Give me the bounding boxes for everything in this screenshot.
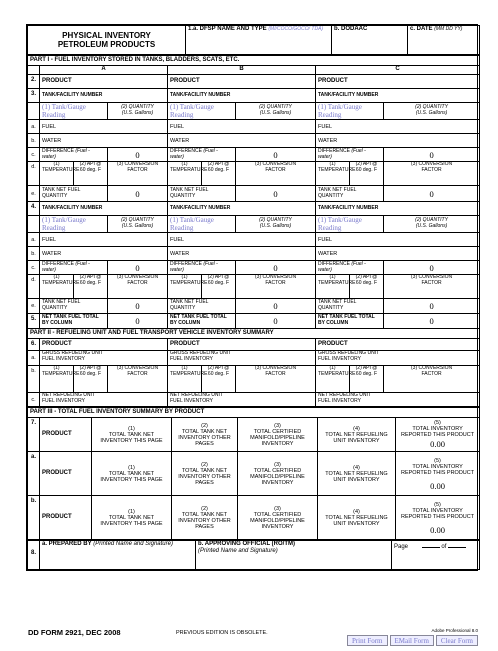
- net-qty-label-3b: TANK NET FUEL QUANTITY: [168, 186, 236, 202]
- net-inventory-field-b[interactable]: NET REFUELING UNIT FUEL INVENTORY: [168, 393, 316, 407]
- p2-temperature-field-a[interactable]: (1) TEMPERATURE: [40, 366, 74, 393]
- water-field-3a[interactable]: WATER: [40, 134, 168, 148]
- water-field-4b[interactable]: WATER: [168, 247, 316, 261]
- print-form-button[interactable]: Print Form: [347, 635, 388, 646]
- p3-product-field-7[interactable]: PRODUCT: [40, 418, 92, 452]
- temperature-field-3a[interactable]: (1) TEMPERATURE: [40, 162, 74, 186]
- difference-label-4b: DIFFERENCE (Fuel - water): [168, 261, 236, 275]
- p3-total-b[interactable]: (5) TOTAL INVENTORY REPORTED THIS PRODUCT 0.00: [396, 496, 480, 540]
- tank-number-field-4b[interactable]: TANK/FACILITY NUMBER: [168, 202, 316, 216]
- quantity-label-4a: (2) QUANTITY (U.S. Gallons): [108, 216, 168, 233]
- p2-api-field-b[interactable]: (2) API @ 60 deg. F: [202, 366, 236, 393]
- product-field-a[interactable]: PRODUCT: [40, 75, 168, 89]
- difference-label-4c: DIFFERENCE (Fuel - water): [316, 261, 384, 275]
- dodaac-field[interactable]: b. DODAAC: [332, 26, 408, 55]
- difference-value-3b[interactable]: 0: [236, 148, 316, 162]
- tank-reading-4c[interactable]: (1) Tank/Gauge Reading: [316, 216, 384, 233]
- part3-table: PART III - TOTAL FUEL INVENTORY SUMMARY BY PRODUCT 7. PRODUCT (1) TOTAL TANK NET INVENTORY THIS PAGE (2) TOTAL TANK NET INVENTORY OTHER PAGES (3) TOTAL CERTIFIED MANIFOLD/PIPELINE INVENTORY (4) TOTAL NET REFUELING UNIT INVENTORY (5) TOTAL INVENTORY REPORTED THIS PRODUCT 0.00 a. PRODUCT (1) TOTAL TANK NET INVENTORY THIS PAGE (2) TOTAL TANK NET INVENTORY OTHER PAGES (3) TOTAL CERTIFIED MANIFOLD/PIPELINE INVENTORY (4) TOTAL NET REFUELING UNIT INVENTORY (5) TOTAL INVENTORY REPORTED THIS PRODUCT 0.00 b. PRODUCT (1) TOTAL TANK NET INVENTORY THIS PAGE (2) TOTAL TANK NET INVENTORY OTHER PAGES (3) TOTAL CERTIFIED MANIFOLD/PIPELINE INVENTORY (4) TOTAL NET REFUELING UNIT INVENTORY (5) TOTAL INVENTORY REPORTED THIS PRODUCT 0.00: [27, 407, 480, 540]
- p3-total-value-7: 0.00: [430, 439, 445, 449]
- p3-tank-this-page-a[interactable]: (1) TOTAL TANK NET INVENTORY THIS PAGE: [92, 452, 172, 496]
- tank-number-field-3b[interactable]: TANK/FACILITY NUMBER: [168, 89, 316, 103]
- product-field-c[interactable]: PRODUCT: [316, 75, 480, 89]
- page-number-field: Page of: [392, 541, 480, 570]
- tank-reading-3a[interactable]: (1) Tank/Gauge Reading: [40, 103, 108, 120]
- difference-value-3c[interactable]: 0: [384, 148, 480, 162]
- p3-total-value-b: 0.00: [430, 525, 445, 535]
- temperature-field-4b[interactable]: (1) TEMPERATURE: [168, 275, 202, 299]
- p3-tank-other-pages-b[interactable]: (2) TOTAL TANK NET INVENTORY OTHER PAGES: [172, 496, 238, 540]
- difference-label-3a: DIFFERENCE (Fuel - water): [40, 148, 108, 162]
- p2-api-field-c[interactable]: (2) API @ 60 deg. F: [350, 366, 384, 393]
- p3-product-field-b[interactable]: PRODUCT: [40, 496, 92, 540]
- difference-label-4a: DIFFERENCE (Fuel - water): [40, 261, 108, 275]
- difference-value-4b[interactable]: 0: [236, 261, 316, 275]
- part3-title: PART III - TOTAL FUEL INVENTORY SUMMARY BY PRODUCT: [28, 408, 480, 418]
- net-qty-value-4a[interactable]: 0: [108, 299, 168, 314]
- inventory-form: [26, 24, 478, 571]
- column-b-header: B: [168, 66, 316, 75]
- api-field-4b[interactable]: (2) API @ 60 deg. F: [202, 275, 236, 299]
- conversion-field-3a[interactable]: (3) CONVERSION FACTOR: [108, 162, 168, 186]
- p2-product-field-a[interactable]: PRODUCT: [40, 339, 168, 351]
- p3-refueling-a[interactable]: (4) TOTAL NET REFUELING UNIT INVENTORY: [318, 452, 396, 496]
- p3-pipeline-a[interactable]: (3) TOTAL CERTIFIED MANIFOLD/PIPELINE INVENTORY: [238, 452, 318, 496]
- gross-inventory-field-c[interactable]: GROSS REFUELING UNIT FUEL INVENTORY: [316, 351, 480, 366]
- net-total-label-b: NET TANK FUEL TOTAL BY COLUMN: [168, 314, 236, 329]
- p2-conversion-field-a[interactable]: (3) CONVERSION FACTOR: [108, 366, 168, 393]
- signature-table: 8. a. PREPARED BY (Printed Name and Signature) b. APPROVING OFFICIAL (RO/TM) (Printed Name and Signature) Page of: [27, 540, 480, 570]
- email-form-button[interactable]: EMail Form: [390, 635, 434, 646]
- dfsp-name-field[interactable]: 1.a. DFSP NAME AND TYPE (MI/COCO/GOCO/ TDA): [186, 26, 332, 55]
- conversion-field-4a[interactable]: (3) CONVERSION FACTOR: [108, 275, 168, 299]
- part1-table: PART I - FUEL INVENTORY STORED IN TANKS, BLADDERS, SCATS, ETC. A B C 2. PRODUCT PRODUCT PRODUCT 3. TANK/FACILITY NUMBER TANK/FACILITY NUMBER TANK/FACILITY NUMBER (1) Tank/Gauge Reading (2) QUANTITY (U.S. Gallons) (1) Tank/Gauge Reading (2) QUANTITY (U.S. Gallons) (1) Tank/Gauge Reading (2) QUANTITY (U.S. Gallons) a. FUEL FUEL FUEL b. WATER WATER WATER c. DIFFERENCE (Fuel - water) 0 DIFFERENCE (Fuel - water) 0 DIFFERENCE (Fuel - water) 0 d. (1) TEMPERATURE (2) API @ 60 deg. F (3) CONVERSION FACTOR (1) TEMPERATURE (2) API @ 60 deg. F (3) CONVERSION FACTOR (1) TEMPERATURE (2) API @ 60 deg. F (3) CONVERSION FACTOR e. TANK NET FUEL QUANTITY 0 TANK NET FUEL QUANTITY 0 TANK NET FUEL QUANTITY 0 4. TANK/FACILITY NUMBER TANK/FACILITY NUMBER TANK/FACILITY NUMBER (1) Tank/Gauge Reading (2) QUANTITY (U.S. Gallons) (1) Tank/Gauge Reading (2) QUANTITY (U.S. Gallons) (1) Tank/Gauge Reading (2) QUANTITY (U.S. Gallons) a. FUEL FUEL FUEL b. WATER WATER WATER c. DIFFERENCE (Fuel - water) 0 DIFFERENCE (Fuel - water) 0 DIFFERENCE (Fuel - water) 0 d. (1) TEMPERATURE (2) API @ 60 deg. F (3) CONVERSION FACTOR (1) TEMPERATURE (2) API @ 60 deg. F (3) CONVERSION FACTOR (1) TEMPERATURE (2) API @ 60 deg. F (3) CONVERSION FACTOR e. TANK NET FUEL QUANTITY 0 TANK NET FUEL QUANTITY 0 TANK NET FUEL QUANTITY 0 5. NET TANK FUEL TOTAL BY COLUMN 0 NET TANK FUEL TOTAL BY COLUMN 0 NET TANK FUEL TOTAL BY COLUMN 0 PART II - REFUELING UNIT AND FUEL TRANSPORT VEHICLE INVENTORY SUMMARY 6. PRODUCT PRODUCT PRODUCT a. GROSS REFUELING UNIT FUEL INVENTORY GROSS REFUELING UNIT FUEL INVENTORY GROSS REFUELING UNIT FUEL INVENTORY b. (1) TEMPERATURE (2) API @ 60 deg. F (3) CONVERSION FACTOR (1) TEMPERATURE (2) API @ 60 deg. F (3) CONVERSION FACTOR (1) TEMPERATURE (2) API @ 60 deg. F (3) CONVERSION FACTOR c. NET REFUELING UNIT FUEL INVENTORY NET REFUELING UNIT FUEL INVENTORY NET REFUELING UNIT FUEL INVENTORY: [27, 55, 480, 407]
- water-field-3c[interactable]: WATER: [316, 134, 480, 148]
- net-qty-value-4b[interactable]: 0: [236, 299, 316, 314]
- p2-api-field-a[interactable]: (2) API @ 60 deg. F: [74, 366, 108, 393]
- net-inventory-field-a[interactable]: NET REFUELING UNIT FUEL INVENTORY: [40, 393, 168, 407]
- api-field-3c[interactable]: (2) API @ 60 deg. F: [350, 162, 384, 186]
- p3-refueling-7[interactable]: (4) TOTAL NET REFUELING UNIT INVENTORY: [318, 418, 396, 452]
- conversion-field-3c[interactable]: (3) CONVERSION FACTOR: [384, 162, 480, 186]
- net-total-value-c[interactable]: 0: [384, 314, 480, 329]
- api-field-4c[interactable]: (2) API @ 60 deg. F: [350, 275, 384, 299]
- difference-label-3c: DIFFERENCE (Fuel - water): [316, 148, 384, 162]
- temperature-field-3b[interactable]: (1) TEMPERATURE: [168, 162, 202, 186]
- p3-total-a[interactable]: (5) TOTAL INVENTORY REPORTED THIS PRODUCT 0.00: [396, 452, 480, 496]
- conversion-field-4b[interactable]: (3) CONVERSION FACTOR: [236, 275, 316, 299]
- fuel-field-3b[interactable]: FUEL: [168, 120, 316, 134]
- p3-tank-this-page-b[interactable]: (1) TOTAL TANK NET INVENTORY THIS PAGE: [92, 496, 172, 540]
- form-actions: [347, 635, 478, 646]
- column-c-header: C: [316, 66, 480, 75]
- net-qty-value-3b[interactable]: 0: [236, 186, 316, 202]
- quantity-label-4b: (2) QUANTITY (U.S. Gallons): [236, 216, 316, 233]
- temperature-field-4c[interactable]: (1) TEMPERATURE: [316, 275, 350, 299]
- page-total-input[interactable]: [448, 542, 466, 548]
- p2-conversion-field-b[interactable]: (3) CONVERSION FACTOR: [236, 366, 316, 393]
- net-total-value-b[interactable]: 0: [236, 314, 316, 329]
- tank-reading-3b[interactable]: (1) Tank/Gauge Reading: [168, 103, 236, 120]
- date-field[interactable]: c. DATE (MM DD YY): [408, 26, 480, 55]
- api-field-3b[interactable]: (2) API @ 60 deg. F: [202, 162, 236, 186]
- water-field-3b[interactable]: WATER: [168, 134, 316, 148]
- quantity-label-4c: (2) QUANTITY (U.S. Gallons): [384, 216, 480, 233]
- net-total-label-c: NET TANK FUEL TOTAL BY COLUMN: [316, 314, 384, 329]
- quantity-label-3a: (2) QUANTITY (U.S. Gallons): [108, 103, 168, 120]
- tank-reading-4b[interactable]: (1) Tank/Gauge Reading: [168, 216, 236, 233]
- p2-temperature-field-b[interactable]: (1) TEMPERATURE: [168, 366, 202, 393]
- tank-number-field-3a[interactable]: TANK/FACILITY NUMBER: [40, 89, 168, 103]
- form-footer: [26, 628, 478, 648]
- product-field-b[interactable]: PRODUCT: [168, 75, 316, 89]
- difference-value-4c[interactable]: 0: [384, 261, 480, 275]
- net-qty-label-4b: TANK NET FUEL QUANTITY: [168, 299, 236, 314]
- net-inventory-field-c[interactable]: NET REFUELING UNIT FUEL INVENTORY: [316, 393, 480, 407]
- water-field-4c[interactable]: WATER: [316, 247, 480, 261]
- part1-title: PART I - FUEL INVENTORY STORED IN TANKS, BLADDERS, SCATS, ETC.: [28, 56, 480, 66]
- p3-refueling-b[interactable]: (4) TOTAL NET REFUELING UNIT INVENTORY: [318, 496, 396, 540]
- p3-total-7[interactable]: (5) TOTAL INVENTORY REPORTED THIS PRODUCT 0.00: [396, 418, 480, 452]
- adobe-version: Adobe Professional 8.0: [431, 628, 478, 633]
- conversion-field-3b[interactable]: (3) CONVERSION FACTOR: [236, 162, 316, 186]
- fuel-field-3a[interactable]: FUEL: [40, 120, 168, 134]
- form-id: DD FORM 2921, DEC 2008: [28, 628, 121, 637]
- api-field-4a[interactable]: (2) API @ 60 deg. F: [74, 275, 108, 299]
- tank-number-field-3c[interactable]: TANK/FACILITY NUMBER: [316, 89, 480, 103]
- tank-number-field-4a[interactable]: TANK/FACILITY NUMBER: [40, 202, 168, 216]
- p2-product-field-c[interactable]: PRODUCT: [316, 339, 480, 351]
- gross-inventory-field-b[interactable]: GROSS REFUELING UNIT FUEL INVENTORY: [168, 351, 316, 366]
- fuel-field-4c[interactable]: FUEL: [316, 233, 480, 247]
- column-a-header: A: [40, 66, 168, 75]
- prepared-by-field[interactable]: a. PREPARED BY (Printed Name and Signature): [40, 541, 196, 570]
- p3-pipeline-b[interactable]: (3) TOTAL CERTIFIED MANIFOLD/PIPELINE INVENTORY: [238, 496, 318, 540]
- fuel-field-3c[interactable]: FUEL: [316, 120, 480, 134]
- part2-title: PART II - REFUELING UNIT AND FUEL TRANSPORT VEHICLE INVENTORY SUMMARY: [28, 329, 480, 339]
- net-total-label-a: NET TANK FUEL TOTAL BY COLUMN: [40, 314, 108, 329]
- gross-inventory-field-a[interactable]: GROSS REFUELING UNIT FUEL INVENTORY: [40, 351, 168, 366]
- form-header: [27, 25, 480, 55]
- fuel-field-4b[interactable]: FUEL: [168, 233, 316, 247]
- quantity-label-3c: (2) QUANTITY (U.S. Gallons): [384, 103, 480, 120]
- p3-total-value-a: 0.00: [430, 481, 445, 491]
- tank-reading-3c[interactable]: (1) Tank/Gauge Reading: [316, 103, 384, 120]
- quantity-label-3b: (2) QUANTITY (U.S. Gallons): [236, 103, 316, 120]
- form-title: PHYSICAL INVENTORY PETROLEUM PRODUCTS: [28, 26, 186, 55]
- net-qty-label-4c: TANK NET FUEL QUANTITY: [316, 299, 384, 314]
- net-total-value-a[interactable]: 0: [108, 314, 168, 329]
- p3-tank-other-pages-a[interactable]: (2) TOTAL TANK NET INVENTORY OTHER PAGES: [172, 452, 238, 496]
- net-qty-label-3a: TANK NET FUEL QUANTITY: [40, 186, 108, 202]
- net-qty-label-3c: TANK NET FUEL QUANTITY: [316, 186, 384, 202]
- approving-official-field[interactable]: b. APPROVING OFFICIAL (RO/TM) (Printed Name and Signature): [196, 541, 392, 570]
- temperature-field-4a[interactable]: (1) TEMPERATURE: [40, 275, 74, 299]
- p3-product-field-a[interactable]: PRODUCT: [40, 452, 92, 496]
- p2-conversion-field-c[interactable]: (3) CONVERSION FACTOR: [384, 366, 480, 393]
- tank-number-field-4c[interactable]: TANK/FACILITY NUMBER: [316, 202, 480, 216]
- net-qty-value-4c[interactable]: 0: [384, 299, 480, 314]
- fuel-field-4a[interactable]: FUEL: [40, 233, 168, 247]
- p2-product-field-b[interactable]: PRODUCT: [168, 339, 316, 351]
- water-field-4a[interactable]: WATER: [40, 247, 168, 261]
- difference-value-3a[interactable]: 0: [108, 148, 168, 162]
- p3-tank-this-page-7[interactable]: (1) TOTAL TANK NET INVENTORY THIS PAGE: [92, 418, 172, 452]
- temperature-field-3c[interactable]: (1) TEMPERATURE: [316, 162, 350, 186]
- difference-value-4a[interactable]: 0: [108, 261, 168, 275]
- p3-pipeline-7[interactable]: (3) TOTAL CERTIFIED MANIFOLD/PIPELINE INVENTORY: [238, 418, 318, 452]
- difference-label-3b: DIFFERENCE (Fuel - water): [168, 148, 236, 162]
- tank-reading-4a[interactable]: (1) Tank/Gauge Reading: [40, 216, 108, 233]
- clear-form-button[interactable]: Clear Form: [436, 635, 478, 646]
- api-field-3a[interactable]: (2) API @ 60 deg. F: [74, 162, 108, 186]
- page-input[interactable]: [422, 542, 440, 548]
- conversion-field-4c[interactable]: (3) CONVERSION FACTOR: [384, 275, 480, 299]
- net-qty-label-4a: TANK NET FUEL QUANTITY: [40, 299, 108, 314]
- obsolete-notice: PREVIOUS EDITION IS OBSOLETE.: [176, 630, 268, 636]
- net-qty-value-3a[interactable]: 0: [108, 186, 168, 202]
- p3-tank-other-pages-7[interactable]: (2) TOTAL TANK NET INVENTORY OTHER PAGES: [172, 418, 238, 452]
- net-qty-value-3c[interactable]: 0: [384, 186, 480, 202]
- p2-temperature-field-c[interactable]: (1) TEMPERATURE: [316, 366, 350, 393]
